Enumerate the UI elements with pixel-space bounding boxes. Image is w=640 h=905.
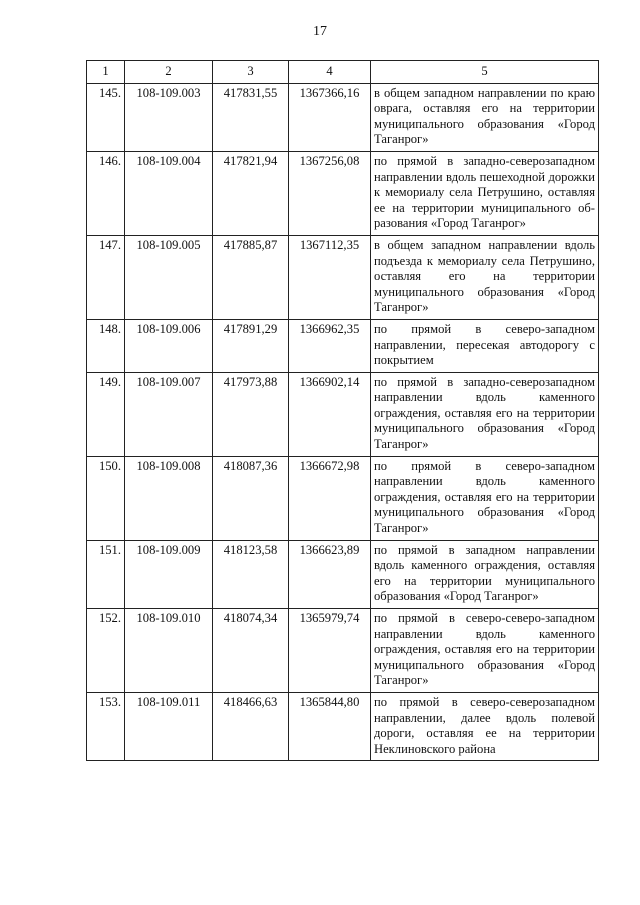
y-coordinate-cell: 1367256,08 [289,151,371,235]
x-coordinate-cell: 417821,94 [213,151,289,235]
description-cell: по прямой в западном направлении вдоль каменного ограждения, оставляя его на территории муниципального образования «Город Таганрог» [371,540,599,608]
column-header: 2 [125,61,213,84]
point-code-cell: 108-109.007 [125,372,213,456]
x-coordinate-cell: 417885,87 [213,235,289,319]
x-coordinate-cell: 418466,63 [213,692,289,760]
point-code-cell: 108-109.010 [125,609,213,693]
point-code-cell: 108-109.008 [125,456,213,540]
point-code-cell: 108-109.003 [125,83,213,151]
column-header: 3 [213,61,289,84]
y-coordinate-cell: 1366902,14 [289,372,371,456]
x-coordinate-cell: 417891,29 [213,319,289,372]
table-header-row [87,61,599,84]
x-coordinate-cell: 417973,88 [213,372,289,456]
table-row [87,372,599,456]
y-coordinate-cell: 1366672,98 [289,456,371,540]
description-cell: по прямой в западно-северозападном направлении вдоль каменного ограждения, оставляя его на территории муниципального образования «Город Таганрог» [371,372,599,456]
y-coordinate-cell: 1367112,35 [289,235,371,319]
row-number-cell: 146. [87,151,125,235]
table-row [87,83,599,151]
column-header: 4 [289,61,371,84]
description-cell: по прямой в северо-западном направлении вдоль каменного ограждения, оставляя его на территории муниципального образования «Город Таганрог» [371,456,599,540]
description-cell: в общем западном направлении по краю оврага, оставляя его на территории муниципального образования «Город Таганрог» [371,83,599,151]
x-coordinate-cell: 418074,34 [213,609,289,693]
row-number-cell: 145. [87,83,125,151]
row-number-cell: 151. [87,540,125,608]
row-number-cell: 149. [87,372,125,456]
description-cell: по прямой в северо-северо-западном направлении вдоль каменного ограждения, оставляя его на территории муниципального образования «Город Таганрог» [371,609,599,693]
y-coordinate-cell: 1366623,89 [289,540,371,608]
x-coordinate-cell: 418123,58 [213,540,289,608]
table-row [87,235,599,319]
row-number-cell: 153. [87,692,125,760]
row-number-cell: 148. [87,319,125,372]
point-code-cell: 108-109.009 [125,540,213,608]
table-row [87,319,599,372]
boundary-points-table [86,60,599,761]
description-cell: в общем западном направлении вдоль подъезда к мемориалу села Петрушино, оставляя его на территории муниципального образования «Город Таганрог» [371,235,599,319]
point-code-cell: 108-109.005 [125,235,213,319]
column-header: 1 [87,61,125,84]
row-number-cell: 152. [87,609,125,693]
description-cell: по прямой в северо-западном направлении, пересекая автодорогу с покрытием [371,319,599,372]
y-coordinate-cell: 1366962,35 [289,319,371,372]
y-coordinate-cell: 1367366,16 [289,83,371,151]
table-row [87,692,599,760]
description-cell: по прямой в северо-северозападном направлении, далее вдоль полевой дороги, оставляя ее на территории Неклиновского района [371,692,599,760]
table-row [87,540,599,608]
column-header: 5 [371,61,599,84]
point-code-cell: 108-109.004 [125,151,213,235]
table-row [87,609,599,693]
x-coordinate-cell: 418087,36 [213,456,289,540]
point-code-cell: 108-109.011 [125,692,213,760]
table-row [87,151,599,235]
description-cell: по прямой в западно-северозападном направлении вдоль пешеходной дорожки к мемориалу села Петрушино, оставляя ее на территории муниципального образования «Город Таганрог» [371,151,599,235]
row-number-cell: 150. [87,456,125,540]
point-code-cell: 108-109.006 [125,319,213,372]
row-number-cell: 147. [87,235,125,319]
table-row [87,456,599,540]
x-coordinate-cell: 417831,55 [213,83,289,151]
y-coordinate-cell: 1365844,80 [289,692,371,760]
y-coordinate-cell: 1365979,74 [289,609,371,693]
page-number: 17 [313,24,327,39]
